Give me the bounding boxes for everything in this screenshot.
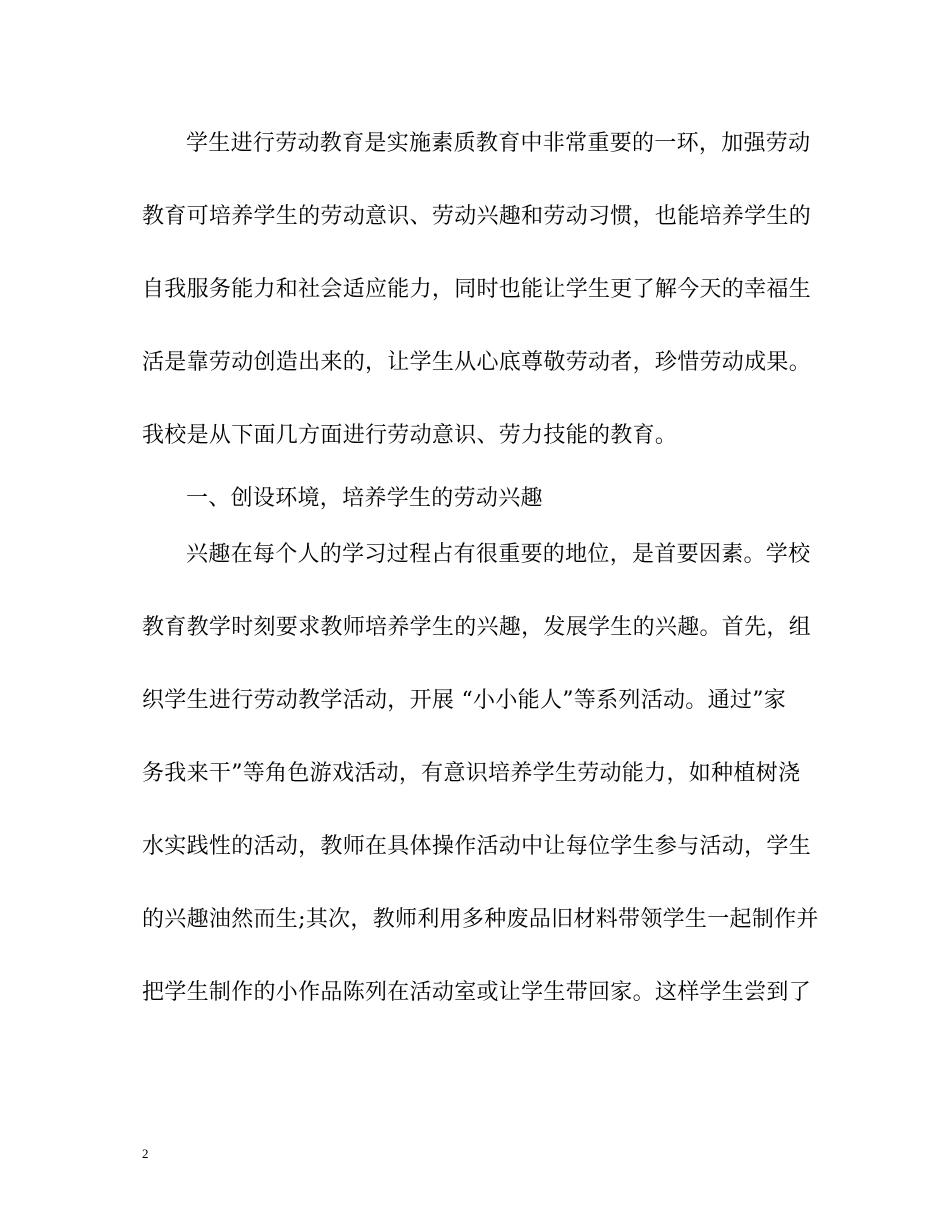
paragraph-line: 水实践性的活动，教师在具体操作活动中让每位学生参与活动，学生 (142, 834, 812, 859)
paragraph-line: 织学生进行劳动教学活动，开展 “小小能人”等系列活动。通过”家 (142, 688, 787, 713)
paragraph-line: 学生进行劳动教育是实施素质教育中非常重要的一环，加强劳动 (186, 131, 811, 156)
paragraph-line: 把学生制作的小作品陈列在活动室或让学生带回家。这样学生尝到了 (142, 980, 812, 1005)
section-heading: 一、创设环境，培养学生的劳动兴趣 (186, 486, 543, 511)
paragraph-line: 我校是从下面几方面进行劳动意识、劳力技能的教育。 (142, 423, 678, 448)
paragraph-line: 教育可培养学生的劳动意识、劳动兴趣和劳动习惯，也能培养学生的 (142, 204, 812, 229)
paragraph-line: 务我来干”等角色游戏活动，有意识培养学生劳动能力，如种植树浇 (142, 761, 801, 786)
paragraph-line: 的兴趣油然而生;其次，教师利用多种废品旧材料带领学生一起制作并 (142, 907, 819, 932)
paragraph-line: 自我服务能力和社会适应能力，同时也能让学生更了解今天的幸福生 (142, 277, 812, 302)
paragraph-line: 兴趣在每个人的学习过程占有很重要的地位，是首要因素。学校 (186, 542, 811, 567)
page-number: 2 (142, 1146, 149, 1161)
paragraph-line: 活是靠劳动创造出来的，让学生从心底尊敬劳动者，珍惜劳动成果。 (142, 350, 812, 375)
paragraph-line: 教育教学时刻要求教师培养学生的兴趣，发展学生的兴趣。首先，组 (142, 615, 812, 640)
